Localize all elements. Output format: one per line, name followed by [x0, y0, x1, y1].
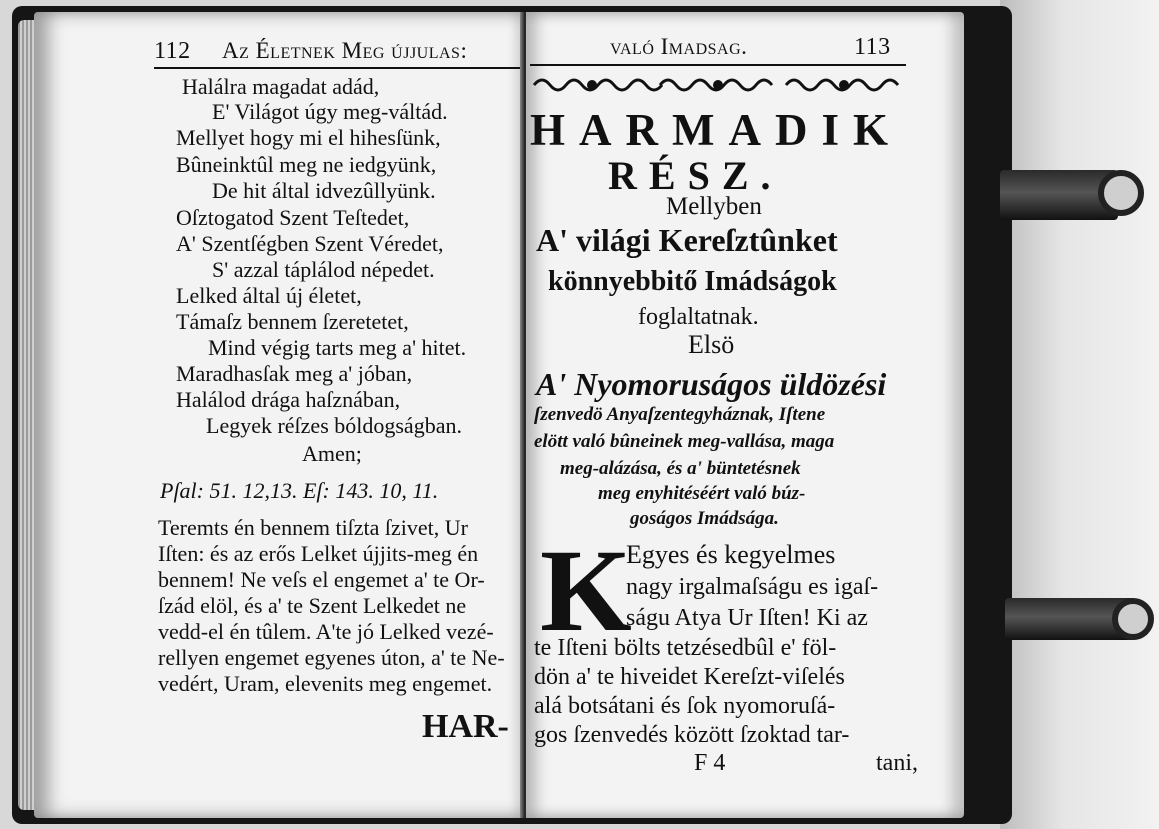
hymn-line: Oſztogatod Szent Teſtedet, — [176, 205, 410, 230]
prayer-line: Teremts én bennem tiſzta ſzivet, Ur — [158, 515, 469, 540]
subtitle-line: foglaltatnak. — [638, 304, 759, 330]
hymn-line: Maradhasſak meg a' jóban, — [176, 361, 413, 386]
left-running-head: Az Életnek Meg újjulas: — [222, 38, 468, 63]
hymn-line: S' azzal táplálod népedet. — [212, 257, 435, 282]
hymn-line: Halálod drága haſznában, — [176, 387, 401, 412]
prayer-line: ſzád elöl, és a' te Szent Lelkedet ne — [158, 593, 467, 618]
left-header-rule — [154, 67, 524, 69]
catchword: HAR- — [422, 708, 509, 745]
right-running-head: való Imadsag. — [610, 34, 748, 59]
prayer-line: Iſten: és az erős Lelket újjits-meg én — [158, 541, 479, 566]
hymn-line: Mellyet hogy mi el hihesſünk, — [176, 125, 441, 150]
body-line: gos ſzenvedés között ſzoktad tar- — [534, 722, 850, 748]
body-line: nagy irgalmaſságu es igaſ- — [626, 574, 879, 600]
prayer-title-line: A' Nyomoruságos üldözési — [536, 366, 887, 402]
left-page — [34, 12, 524, 818]
left-page-number: 112 — [154, 38, 191, 64]
prayer-title-line: goságos Imádsága. — [630, 508, 779, 529]
section-title: HARMADIK — [530, 105, 902, 155]
prayer-title-line: elött való bûneinek meg-vallása, maga — [534, 431, 835, 452]
body-line: te Iſteni bölts tetzésedbûl e' föl- — [534, 635, 837, 661]
section-title-part: RÉSZ. — [608, 153, 783, 198]
subtitle-line: A' világi Kereſztûnket — [536, 222, 838, 258]
body-line: dön a' te hiveidet Kereſzt-viſelés — [534, 664, 845, 690]
prayer-title-line: ſzenvedö Anyaſzentegyháznak, Iſtene — [534, 404, 826, 425]
prayer-line: vedd-el én tûlem. A'te jó Lelked vezé- — [158, 619, 494, 644]
hymn-line: Halálra magadat adád, — [182, 74, 380, 99]
upper-clasp-knob — [1098, 170, 1144, 216]
drop-cap: K — [540, 525, 632, 656]
hymn-line: De hit által idvezûllyünk. — [212, 178, 436, 203]
body-line: Egyes és kegyelmes — [626, 540, 836, 569]
lower-clasp-knob — [1112, 598, 1154, 640]
hymn-line: Bûneinktûl meg ne iedgyünk, — [176, 152, 437, 177]
prayer-line: bennem! Ne veſs el engemet a' te Or- — [158, 567, 485, 592]
subtitle-line: könnyebbitő Imádságok — [548, 266, 837, 297]
body-line: tani, — [876, 750, 918, 776]
hymn-line: Legyek réſzes bóldogságban. — [206, 413, 462, 438]
background-surface — [1000, 0, 1159, 829]
amen: Amen; — [302, 441, 362, 466]
signature-mark: F 4 — [694, 750, 726, 776]
body-line: alá botsátani és ſok nyomoruſá- — [534, 693, 836, 719]
subtitle-line: Mellyben — [666, 193, 762, 220]
hymn-line: A' Szentſégben Szent Véredet, — [176, 231, 444, 256]
scripture-reference: Pſal: 51. 12,13. Eſ: 143. 10, 11. — [160, 478, 439, 503]
hymn-line: E' Világot úgy meg-váltád. — [212, 99, 448, 124]
hymn-line: Lelked által új életet, — [176, 283, 362, 308]
hymn-line: Mind végig tarts meg a' hitet. — [208, 335, 467, 360]
ornament-band — [530, 72, 904, 98]
prayer-title-line: meg-alázása, és a' büntetésnek — [560, 458, 801, 479]
subtitle-line: Elsö — [688, 330, 735, 359]
prayer-line: vedért, Uram, elevenits meg engemet. — [158, 671, 493, 696]
prayer-line: rellyen engemet egyenes úton, a' te Ne- — [158, 645, 505, 670]
right-header-rule — [530, 64, 906, 66]
hymn-line: Támaſz bennem ſzeretetet, — [176, 309, 409, 334]
right-page — [526, 12, 964, 818]
prayer-title-line: meg enyhitéséért való búz- — [598, 483, 806, 504]
right-page-number: 113 — [854, 34, 891, 60]
body-line: ságu Atya Ur Iſten! Ki az — [626, 605, 868, 631]
